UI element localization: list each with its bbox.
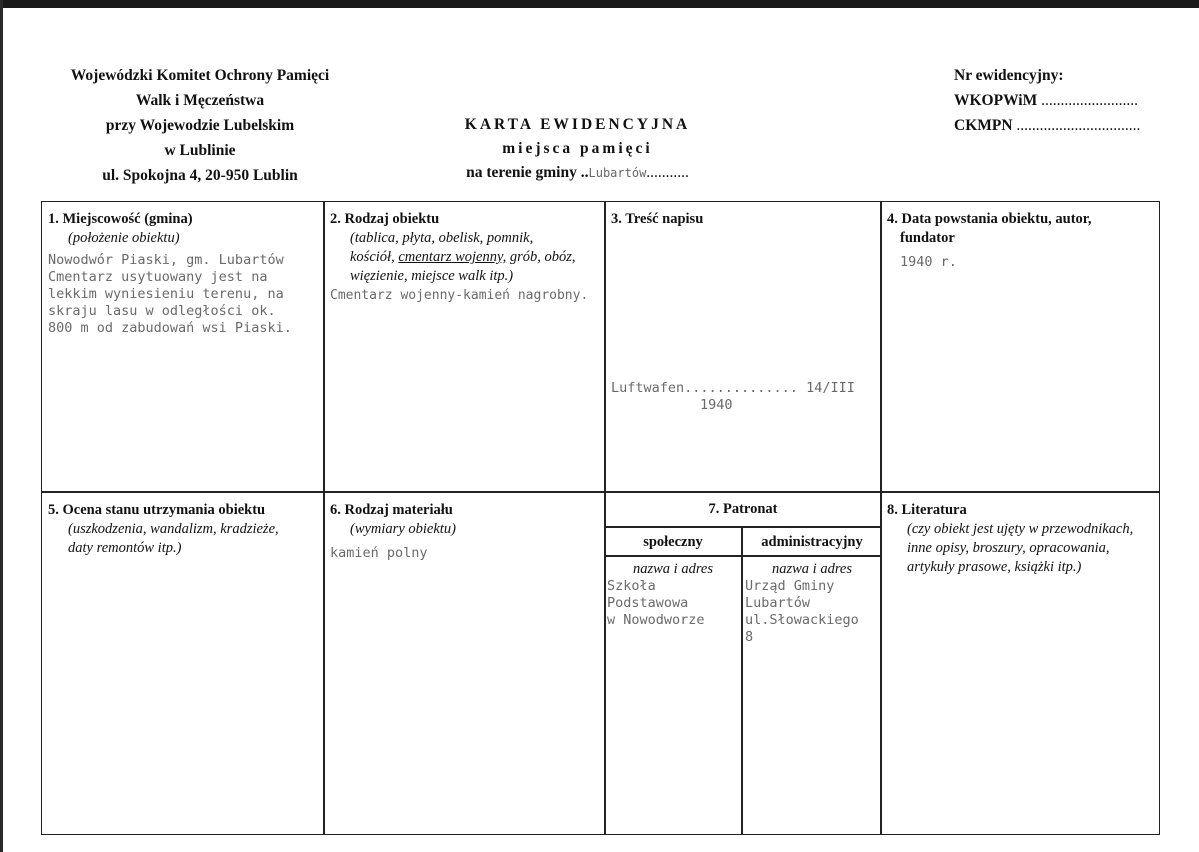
registry-ckmpn	[954, 113, 1184, 138]
issuer-line: Walk i Męczeństwa	[135, 92, 265, 109]
section-title: 6. Rodzaj materiału	[330, 502, 453, 518]
subtitle-part: grób, obóz,	[506, 249, 576, 265]
section-title: 8. Literatura	[887, 502, 967, 518]
issuer-line: Wojewódzki Komitet Ochrony Pamięci	[70, 67, 330, 84]
title-sub: miejsca pamięci	[502, 140, 653, 157]
gmina-prefix: na terenie gminy ..	[466, 164, 589, 181]
section-subtitle	[330, 248, 608, 267]
patronage-social-value: Szkoła Podstawowa w Nowodworze	[607, 578, 705, 628]
record-form-grid	[41, 201, 1160, 835]
section-subtitle: (czy obiekt jest ujęty w przewodnikach,	[907, 521, 1134, 537]
gmina-value: Lubartów	[588, 166, 647, 180]
section-subtitle: więzienie, miejsce walk itp.)	[350, 268, 514, 284]
registry-block	[954, 63, 1184, 138]
document-title	[425, 113, 730, 185]
column-header: administracyjny	[761, 534, 863, 550]
column-header: społeczny	[643, 534, 703, 550]
section-subtitle: inne opisy, broszury, opracowania,	[907, 540, 1110, 556]
section-title: 7. Patronat	[708, 501, 778, 517]
wkopwim-label: WKOPWiM	[954, 92, 1038, 109]
title-main: KARTA EWIDENCYJNA	[464, 116, 691, 133]
section-condition	[42, 493, 323, 834]
column-subheader: nazwa i adres	[632, 561, 714, 577]
section-title: fundator	[900, 230, 955, 246]
section-title: 4. Data powstania obiektu, autor,	[887, 211, 1092, 227]
section-subtitle: (położenie obiektu)	[68, 230, 180, 246]
section-title: 1. Miejscowość (gmina)	[48, 211, 193, 227]
registry-heading: Nr ewidencyjny:	[954, 67, 1064, 84]
issuer-address: ul. Spokojna 4, 20-950 Lublin	[102, 167, 298, 184]
gmina-dots: ...........	[646, 164, 689, 181]
section-object-type	[324, 202, 614, 491]
section-subtitle: daty remontów itp.)	[68, 540, 182, 556]
section-subtitle: (tablica, płyta, obelisk, pomnik,	[350, 230, 534, 246]
section-title: 5. Ocena stanu utrzymania obiektu	[48, 502, 266, 518]
patronage-admin-cell	[743, 557, 881, 834]
section-title: 2. Rodzaj obiektu	[330, 211, 440, 227]
inscription-line: Luftwafen.............. 14/III	[611, 380, 855, 396]
section-patronage-header	[605, 493, 881, 526]
ckmpn-field: ................................	[1016, 117, 1141, 134]
material-value: kamień polny	[330, 545, 428, 561]
object-type-value: Cmentarz wojenny-kamień nagrobny.	[330, 288, 589, 303]
issuer-line: przy Wojewodzie Lubelskim	[105, 117, 295, 134]
section-subtitle: (wymiary obiektu)	[350, 521, 456, 537]
section-title: 3. Treść napisu	[611, 211, 704, 227]
section-inscription	[605, 202, 880, 491]
subtitle-part: kościół,	[350, 249, 399, 265]
section-subtitle: (uszkodzenia, wandalizm, kradzieże,	[68, 521, 279, 537]
section-location	[42, 202, 323, 491]
registry-wkopwim	[954, 88, 1184, 113]
section-date-author	[881, 202, 1159, 491]
scan-top-edge	[0, 0, 1199, 8]
ckmpn-label: CKMPN	[954, 117, 1013, 134]
section-material	[324, 493, 604, 834]
patronage-admin-header	[743, 528, 881, 555]
scan-left-edge	[0, 0, 3, 852]
issuer-block	[30, 63, 370, 188]
patronage-admin-value: Urząd Gminy Lubartów ul.Słowackiego 8	[745, 578, 859, 645]
section-subtitle: artykuły prasowe, książki itp.)	[907, 559, 1082, 575]
date-value: 1940 r.	[900, 254, 957, 270]
patronage-social-cell	[605, 557, 741, 834]
issuer-line: w Lublinie	[164, 142, 236, 159]
selected-option: cmentarz wojenny,	[398, 249, 507, 265]
column-subheader: nazwa i adres	[771, 561, 853, 577]
wkopwim-field: .........................	[1041, 92, 1138, 109]
section-literature	[881, 493, 1159, 834]
gmina-line	[425, 161, 730, 185]
location-value: Nowodwór Piaski, gm. Lubartów Cmentarz usytuowany jest na lekkim wyniesieniu terenu, na skraju lasu w odległości ok. 800 m od zabudowań wsi Piaski.	[48, 252, 292, 336]
inscription-line: 1940	[700, 397, 733, 413]
patronage-social-header	[605, 528, 741, 555]
